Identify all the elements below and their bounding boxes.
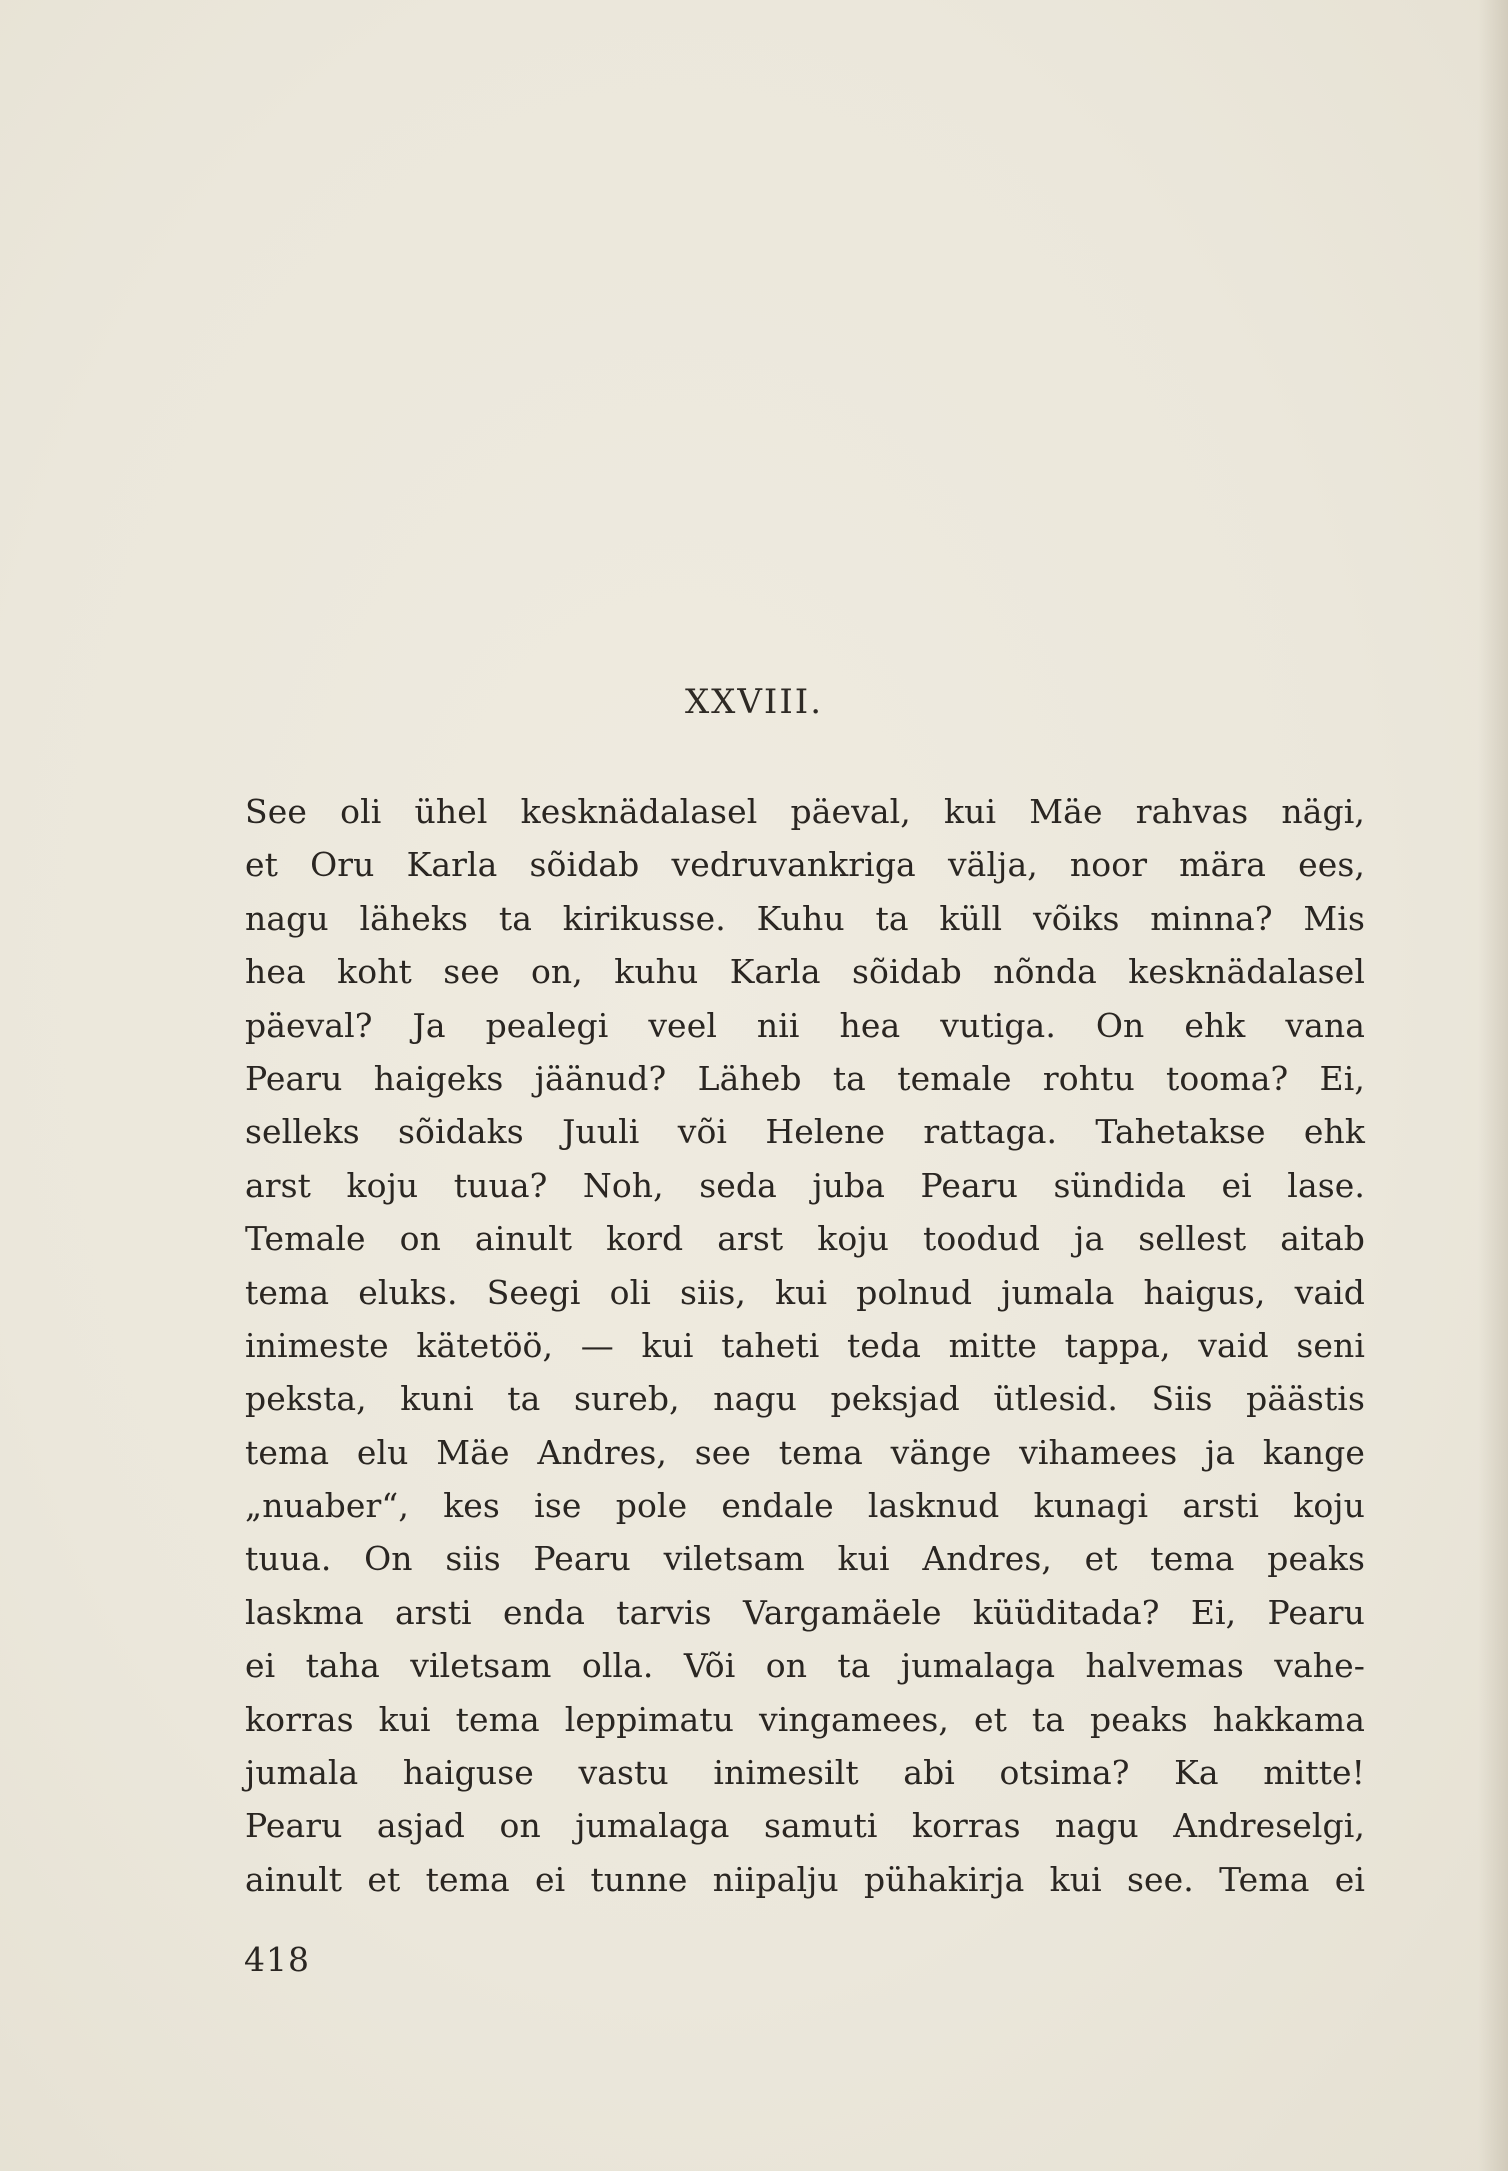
text-line: Temale on ainult kord arst koju toodud ja sellest aitab (245, 1219, 1365, 1259)
page-number: 418 (244, 1940, 310, 1979)
text-line: ainult et tema ei tunne niipalju pühakirja kui see. Tema ei (245, 1859, 1365, 1899)
text-line: korras kui tema leppimatu vingamees, et ta peaks hakkama (245, 1699, 1365, 1739)
text-line: jumala haiguse vastu inimesilt abi otsima? Ka mitte! (245, 1753, 1365, 1793)
text-line: Pearu asjad on jumalaga samuti korras nagu Andreselgi, (245, 1806, 1365, 1846)
text-line: ei taha viletsam olla. Või on ta jumalaga halvemas vahe- (245, 1646, 1365, 1686)
text-line: hea koht see on, kuhu Karla sõidab nõnda kesknädalasel (245, 952, 1365, 992)
text-line: peksta, kuni ta sureb, nagu peksjad ütlesid. Siis päästis (245, 1379, 1365, 1419)
text-line: tema eluks. Seegi oli siis, kui polnud jumala haigus, vaid (245, 1272, 1365, 1312)
text-line: nagu läheks ta kirikusse. Kuhu ta küll võiks minna? Mis (245, 898, 1365, 938)
text-line: selleks sõidaks Juuli või Helene rattaga. Tahetakse ehk (245, 1112, 1365, 1152)
spine-shadow (1478, 0, 1508, 2171)
text-line: et Oru Karla sõidab vedruvankriga välja, noor mära ees, (245, 845, 1365, 885)
text-line: Pearu haigeks jäänud? Läheb ta temale rohtu tooma? Ei, (245, 1058, 1365, 1098)
text-line: inimeste kätetöö, — kui taheti teda mitte tappa, vaid seni (245, 1325, 1365, 1365)
body-text (245, 785, 1365, 1906)
text-line: See oli ühel kesknädalasel päeval, kui Mäe rahvas nägi, (245, 792, 1365, 831)
chapter-title: XXVIII. (684, 682, 824, 722)
text-line: päeval? Ja pealegi veel nii hea vutiga. On ehk vana (245, 1005, 1365, 1045)
text-line: tuua. On siis Pearu viletsam kui Andres, et tema peaks (245, 1539, 1365, 1579)
text-line: laskma arsti enda tarvis Vargamäele küüditada? Ei, Pearu (245, 1592, 1365, 1632)
text-line: tema elu Mäe Andres, see tema vänge vihamees ja kange (245, 1432, 1365, 1472)
text-line: arst koju tuua? Noh, seda juba Pearu sündida ei lase. (245, 1165, 1365, 1205)
text-line: „nuaber“, kes ise pole endale lasknud kunagi arsti koju (245, 1486, 1365, 1526)
